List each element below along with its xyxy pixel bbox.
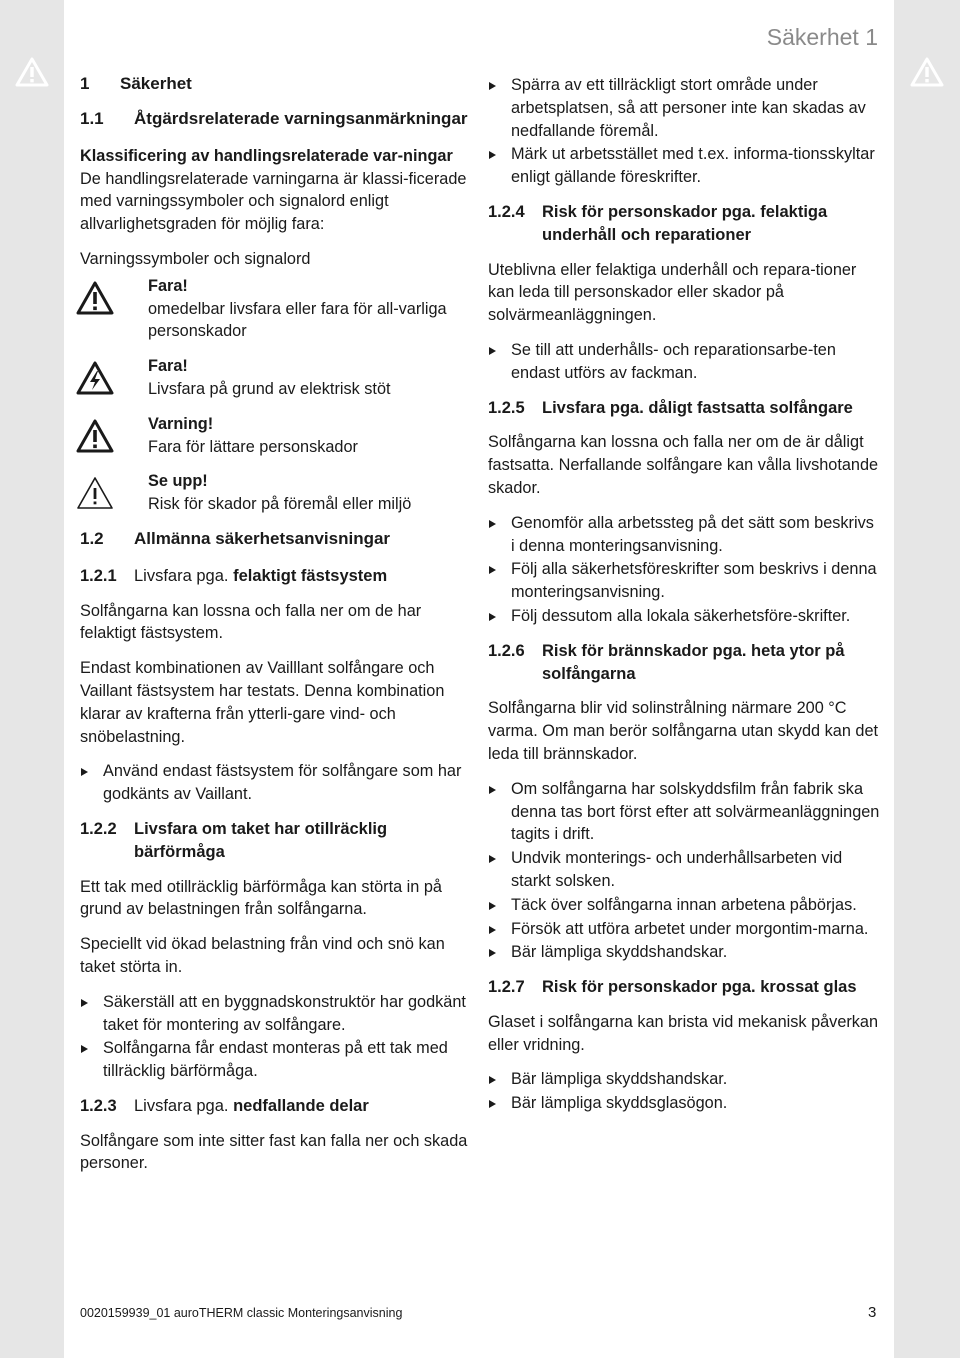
section-number: 1.1 — [80, 109, 104, 128]
left-column — [80, 74, 468, 1187]
warning-description: omedelbar livsfara eller fara för all-varliga personskador — [148, 299, 447, 341]
paragraph: Solfångarna blir vid solinstrålning närmare 200 °C varma. Om man berör solfångarna utan skydd kan det leda till brännskador. — [488, 699, 879, 763]
warning-description: Livsfara på grund av elektrisk stöt — [148, 379, 391, 398]
paragraph: Solfångare som inte sitter fast kan falla ner och skada personer. — [80, 1131, 468, 1173]
list-item: Följ dessutom alla lokala säkerhetsföre-skrifter. — [488, 605, 880, 628]
warning-signal-word: Fara! — [148, 276, 188, 295]
list-item: Bär lämpliga skyddsglasögon. — [488, 1092, 880, 1115]
list-item: Genomför alla arbetssteg på det sätt som beskrivs i denna monteringsanvisning. — [488, 512, 880, 558]
warning-level-row — [80, 470, 468, 516]
section-number: 1.2.7 — [488, 978, 525, 997]
footer-document-id: 0020159939_01 auroTHERM classic Monteringsanvisning — [80, 1306, 403, 1320]
warning-level-row — [80, 355, 468, 401]
list-item: Bär lämpliga skyddshandskar. — [488, 941, 880, 964]
page-number: 3 — [868, 1304, 877, 1321]
section-number: 1.2 — [80, 528, 104, 548]
section-title: Livsfara om taket har otillräcklig bärförmåga — [134, 819, 388, 861]
section-1-2-2-heading — [80, 818, 468, 864]
bullet-list — [488, 512, 880, 628]
warning-description: Risk för skador på föremål eller miljö — [148, 495, 412, 514]
section-1-heading — [80, 74, 468, 94]
section-title: Säkerhet — [120, 74, 192, 93]
warning-signal-word: Fara! — [148, 357, 188, 376]
section-title: Åtgärdsrelaterade varningsanmärkningar — [134, 109, 468, 128]
warning-triangle-icon — [76, 281, 114, 315]
section-title: dåligt fastsatta solfångare — [648, 398, 853, 417]
right-column — [488, 74, 880, 1127]
paragraph: Speciellt vid ökad belastning från vind och snö kan taket störta in. — [80, 935, 445, 976]
list-item: Försök att utföra arbetet under morgontim-marna. — [488, 918, 880, 941]
bullet-list — [80, 760, 468, 806]
section-1-1-heading — [80, 108, 468, 131]
paragraph: Uteblivna eller felaktiga underhåll och repara-tioner kan leda till personskador eller skador på solvärmeanläggningen. — [488, 260, 857, 325]
paragraph: Solfångarna kan lossna och falla ner om de är dåligt fastsatta. Nerfallande solfångare kan vålla livshotande skador. — [488, 433, 879, 497]
list-item: Säkerställ att en byggnadskonstruktör har godkänt taket för montering av solfångare. — [80, 991, 468, 1037]
symbols-heading: Varningssymboler och signalord — [80, 249, 311, 268]
paragraph: Endast kombinationen av Vailllant solfångare och Vaillant fästsystem har testats. Denna kombination klarar av krafterna från ytterli-gare vind- och snöbelastning. — [80, 659, 445, 746]
warning-triangle-icon — [76, 419, 114, 453]
electric-shock-icon — [76, 361, 114, 395]
section-number: 1.2.1 — [80, 566, 117, 585]
section-title: felaktigt fästsystem — [233, 566, 388, 585]
classification-text: De handlingsrelaterade varningarna är klassi-ficerade med varningssymboler och signalord enligt allvarlighetsgraden för möjlig fara: — [80, 169, 467, 234]
section-title-prefix: Livsfara pga. — [134, 1096, 229, 1115]
bullet-list — [488, 1068, 880, 1115]
section-title-prefix: Livsfara pga. — [542, 398, 644, 417]
section-number: 1.2.6 — [488, 641, 525, 660]
section-1-2-6-heading — [488, 640, 880, 686]
list-item: Använd endast fästsystem för solfångare som har godkänts av Vaillant. — [80, 760, 468, 806]
list-item: Solfångarna får endast monteras på ett tak med tillräcklig bärförmåga. — [80, 1037, 468, 1083]
warning-level-row — [80, 413, 468, 459]
warning-signal-word: Varning! — [148, 414, 214, 433]
section-number: 1.2.2 — [80, 819, 117, 838]
right-margin-bar — [894, 0, 960, 1358]
section-1-2-7-heading — [488, 976, 880, 999]
section-number: 1 — [80, 74, 90, 93]
section-title: Risk för brännskador pga. heta ytor på solfångarna — [542, 641, 845, 683]
section-1-2-4-heading — [488, 201, 880, 247]
section-number: 1.2.3 — [80, 1096, 117, 1115]
list-item: Följ alla säkerhetsföreskrifter som beskrivs i denna monteringsanvisning. — [488, 558, 880, 604]
list-item: Spärra av ett tillräckligt stort område under arbetsplatsen, så att personer inte kan skadas av nedfallande föremål. — [488, 74, 880, 142]
paragraph: Glaset i solfångarna kan brista vid mekanisk påverkan eller vridning. — [488, 1012, 879, 1054]
paragraph: Solfångarna kan lossna och falla ner om de har felaktigt fästsystem. — [80, 601, 422, 643]
section-title: Risk för personskador pga. krossat glas — [542, 978, 857, 997]
section-1-2-heading — [80, 528, 468, 551]
list-item: Bär lämpliga skyddshandskar. — [488, 1068, 880, 1091]
paragraph: Ett tak med otillräcklig bärförmåga kan störta in på grund av belastningen från solfångarna. — [80, 877, 442, 919]
warning-triangle-icon — [909, 56, 945, 88]
section-1-2-1-heading — [80, 565, 468, 588]
bullet-list — [488, 74, 880, 189]
section-number: 1.2.4 — [488, 202, 525, 221]
bullet-list — [80, 991, 468, 1083]
section-title-prefix: Livsfara pga. — [134, 566, 229, 585]
warning-level-row — [80, 275, 468, 343]
section-1-2-5-heading — [488, 397, 880, 420]
section-1-2-3-heading — [80, 1095, 468, 1118]
bullet-list — [488, 339, 880, 385]
warning-description: Fara för lättare personskador — [148, 437, 358, 456]
warning-triangle-outline-icon — [76, 476, 114, 510]
section-title: Allmänna säkerhetsanvisningar — [134, 528, 391, 548]
list-item: Märk ut arbetsstället med t.ex. informa-tionsskyltar enligt gällande föreskrifter. — [488, 143, 880, 189]
warning-triangle-icon — [14, 56, 50, 88]
page-header-title: Säkerhet 1 — [766, 24, 878, 50]
list-item: Om solfångarna har solskyddsfilm från fabrik ska denna tas bort först efter att solvärmeanläggningen tagits i drift. — [488, 778, 880, 846]
left-margin-bar — [0, 0, 64, 1358]
classification-title: Klassificering av handlingsrelaterade var-ningar — [80, 146, 453, 165]
section-title: Risk för personskador pga. felaktiga underhåll och reparationer — [542, 202, 828, 244]
bullet-list — [488, 778, 880, 964]
list-item: Se till att underhålls- och reparationsarbe-ten endast utförs av fackman. — [488, 339, 880, 385]
section-number: 1.2.5 — [488, 398, 525, 417]
list-item: Täck över solfångarna innan arbetena påbörjas. — [488, 894, 880, 917]
warning-signal-word: Se upp! — [148, 472, 208, 491]
list-item: Undvik monterings- och underhållsarbeten vid starkt solsken. — [488, 847, 880, 893]
section-title: nedfallande delar — [233, 1096, 369, 1115]
